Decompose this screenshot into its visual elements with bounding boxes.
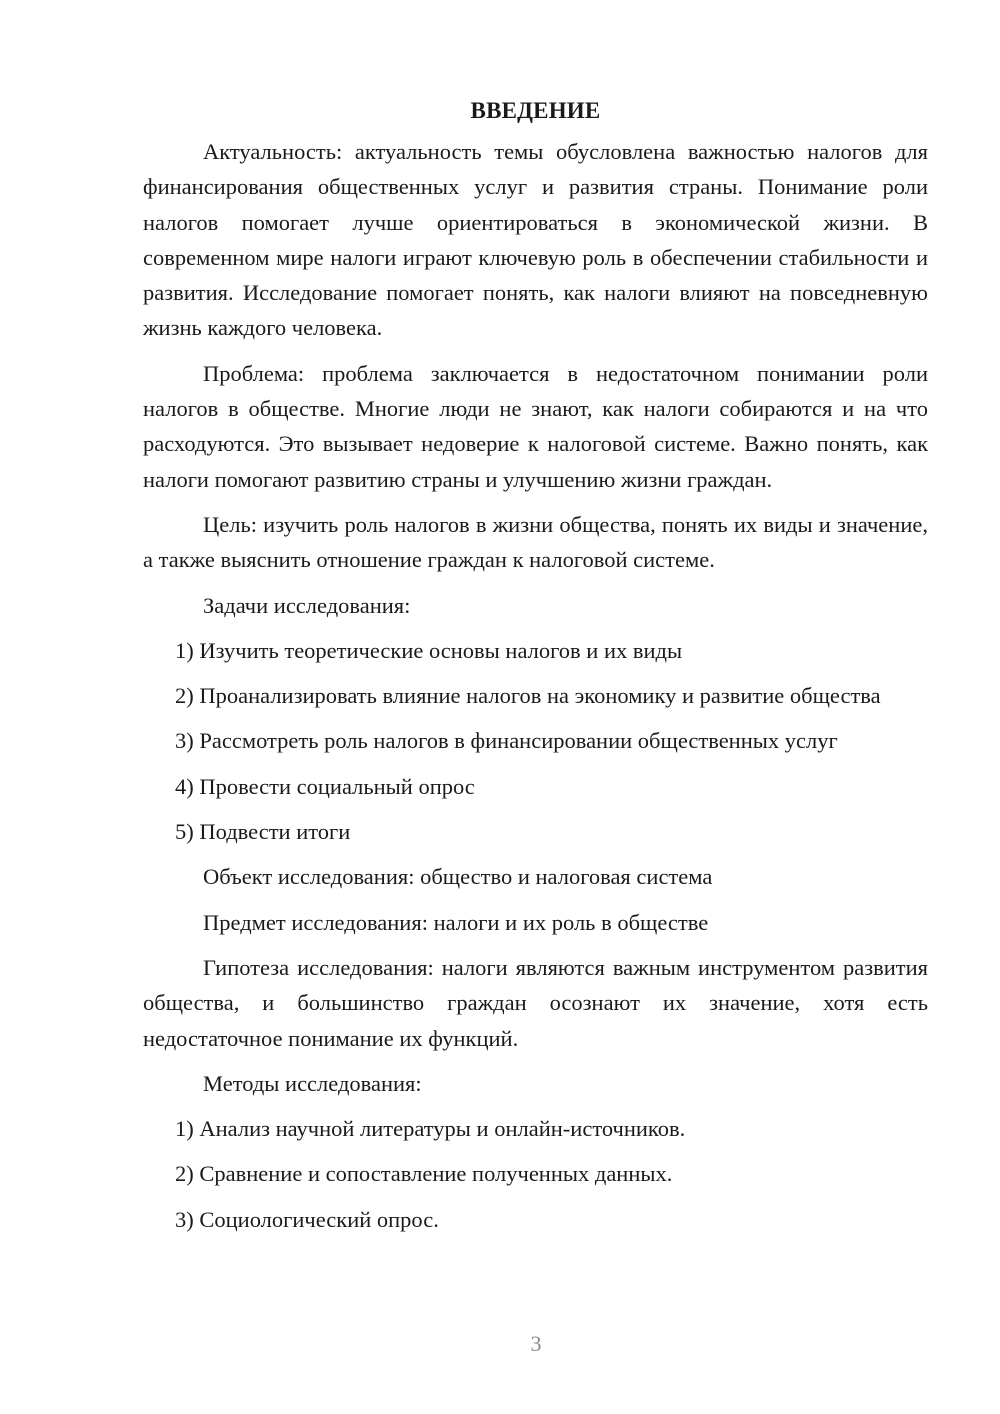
- section-heading: ВВЕДЕНИЕ: [470, 98, 601, 123]
- task-item: 5) Подвести итоги: [175, 819, 351, 845]
- relevance-paragraph: Актуальность: актуальность темы обусловлена важностью налогов для финансирования общественных услуг и развития страны. Понимание роли налогов помогает лучше ориентироваться в экономической жизни. В современном мире налоги играют ключевую роль в обеспечении стабильности и развития. Исследование помогает понять, как налоги влияют на повседневную жизнь каждого человека.: [143, 139, 928, 341]
- object-line: Объект исследования: общество и налоговая система: [203, 864, 713, 890]
- goal-paragraph: Цель: изучить роль налогов в жизни общества, понять их виды и значение, а также выяснить отношение граждан к налоговой системе.: [143, 511, 928, 573]
- page-number: 3: [530, 1331, 542, 1356]
- subject-line: Предмет исследования: налоги и их роль в обществе: [203, 909, 709, 935]
- page-content: [143, 93, 928, 1237]
- tasks-title: Задачи исследования:: [203, 592, 411, 618]
- method-item: 3) Социологический опрос.: [175, 1206, 439, 1232]
- task-item: 3) Рассмотреть роль налогов в финансировании общественных услуг: [175, 728, 838, 754]
- task-item: 4) Провести социальный опрос: [175, 773, 475, 799]
- task-item: 2) Проанализировать влияние налогов на экономику и развитие общества: [175, 683, 881, 709]
- problem-paragraph: Проблема: проблема заключается в недостаточном понимании роли налогов в обществе. Многие люди не знают, как налоги собираются и на что расходуются. Это вызывает недоверие к налоговой системе. Важно понять, как налоги помогают развитию страны и улучшению жизни граждан.: [143, 360, 928, 492]
- methods-title: Методы исследования:: [203, 1070, 422, 1096]
- task-item: 1) Изучить теоретические основы налогов и их виды: [175, 637, 683, 663]
- hypothesis-paragraph: Гипотеза исследования: налоги являются важным инструментом развития общества, и большинство граждан осознают их значение, хотя есть недостаточное понимание их функций.: [143, 954, 928, 1051]
- method-item: 1) Анализ научной литературы и онлайн-источников.: [175, 1116, 686, 1142]
- method-item: 2) Сравнение и сопоставление полученных данных.: [175, 1161, 673, 1187]
